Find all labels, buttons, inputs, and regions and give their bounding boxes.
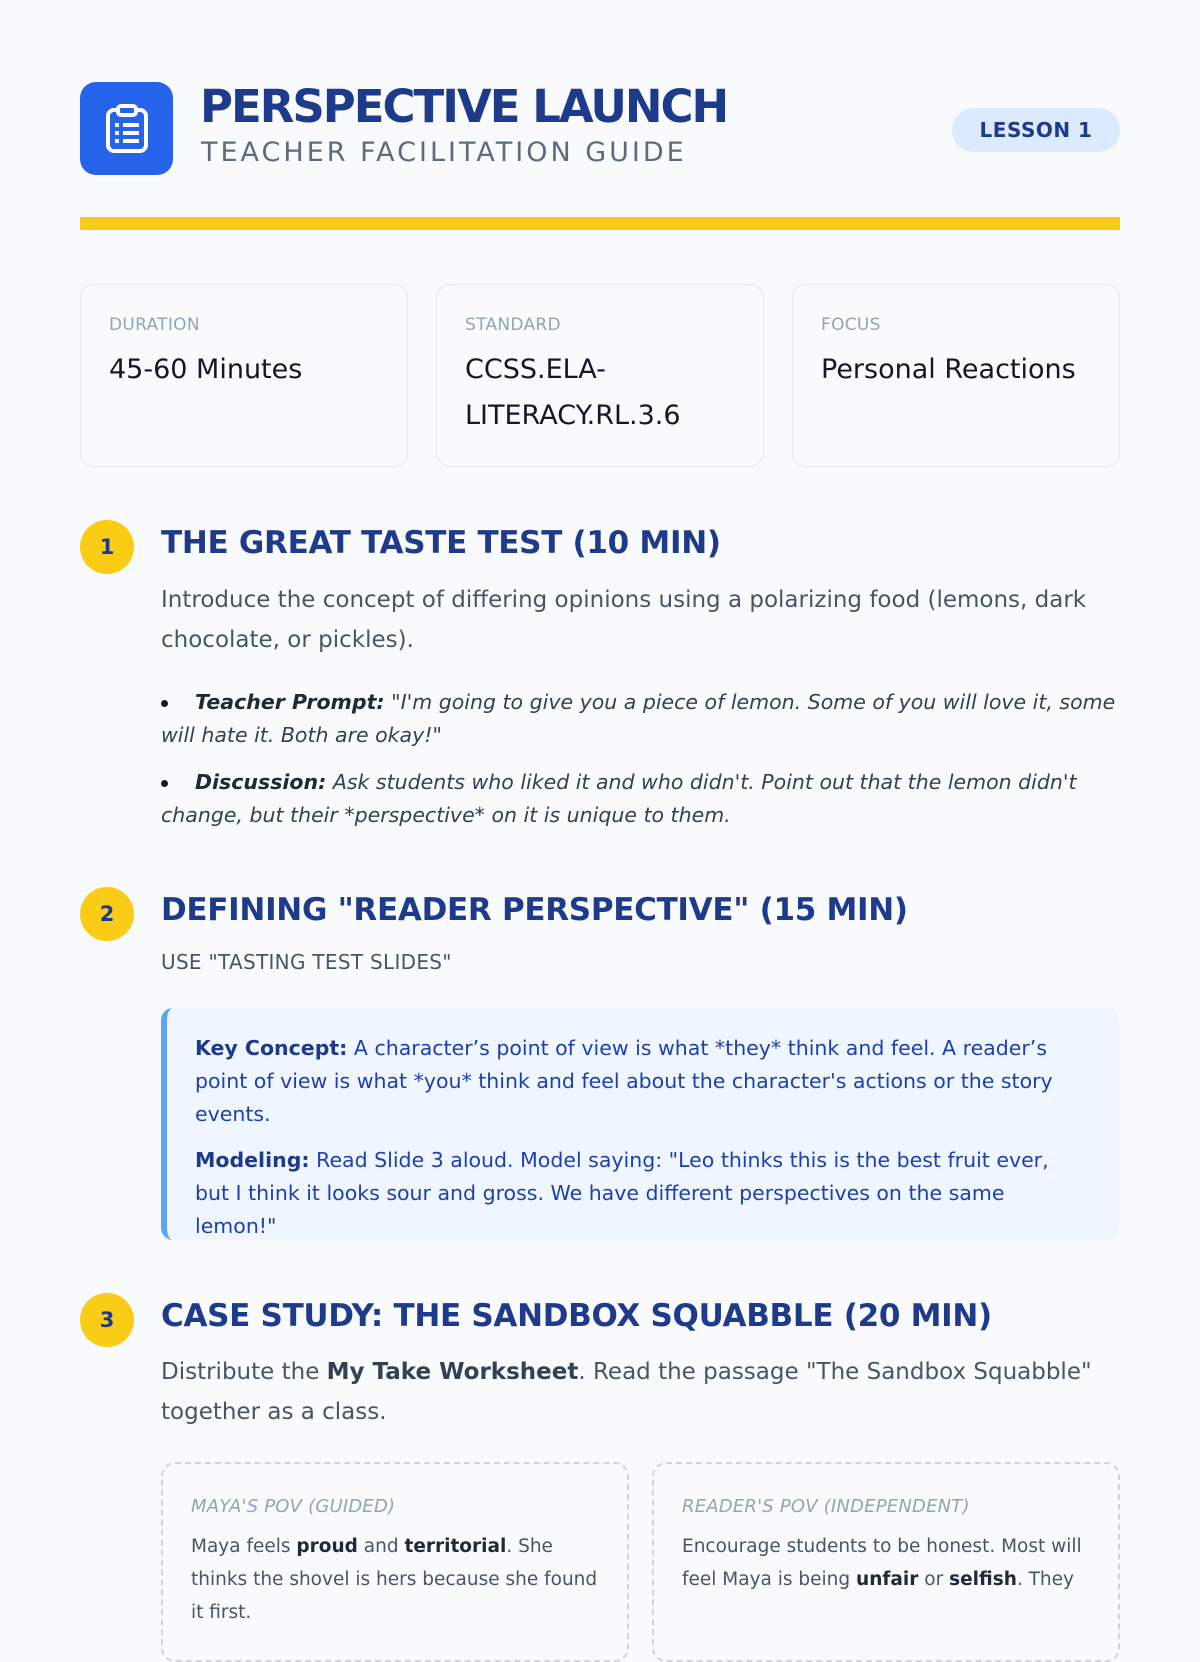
- page-subtitle: TEACHER FACILITATION GUIDE: [201, 137, 687, 168]
- section-2-number: 2: [80, 887, 134, 941]
- bullet-text: Ask students who liked it and who didn't. Point out that the lemon didn't change, but their *perspective* on it is unique to them.: [161, 770, 1077, 827]
- info-cards: [80, 284, 1120, 467]
- pov-text: [191, 1530, 607, 1629]
- key-concept-text: A character’s point of view is what *they* think and feel. A reader’s point of view is what *you* think and feel about the character's actions or the story events.: [195, 1036, 1053, 1126]
- card-label: FOCUS: [821, 315, 881, 335]
- section-1-intro: Introduce the concept of differing opinions using a polarizing food (lemons, dark chocolate, or pickles).: [161, 587, 1087, 653]
- bullet-label: Teacher Prompt:: [195, 690, 385, 714]
- key-concept-label: Key Concept:: [195, 1036, 348, 1060]
- intro-text: . Read the passage "The Sandbox Squabble" together as a class.: [161, 1359, 1092, 1425]
- emphasis: unfair: [856, 1569, 919, 1590]
- text: Encourage students to be honest. Most will feel Maya is being: [682, 1536, 1082, 1590]
- text: or: [918, 1569, 950, 1590]
- modeling-label: Modeling:: [195, 1148, 310, 1172]
- section-1-number: 1: [80, 520, 134, 574]
- list-item: [161, 766, 1119, 832]
- lesson-badge: LESSON 1: [952, 108, 1120, 152]
- header: [80, 82, 1120, 176]
- section-2-caption: USE "TASTING TEST SLIDES": [161, 950, 452, 974]
- section-2-title: DEFINING "READER PERSPECTIVE" (15 MIN): [161, 892, 908, 928]
- modeling: [195, 1144, 1089, 1243]
- focus-card: [792, 284, 1120, 467]
- section-1-title: THE GREAT TASTE TEST (10 MIN): [161, 525, 721, 561]
- emphasis: proud: [296, 1536, 358, 1557]
- emphasis: selfish: [949, 1569, 1017, 1590]
- clipboard-icon: [104, 104, 150, 154]
- card-label: DURATION: [109, 315, 200, 335]
- card-value: Personal Reactions: [821, 354, 1076, 385]
- logo-box: [80, 82, 173, 175]
- text: . They: [1016, 1569, 1074, 1590]
- card-label: STANDARD: [465, 315, 561, 335]
- key-concept: [195, 1032, 1089, 1131]
- pov-label: READER'S POV (INDEPENDENT): [682, 1496, 970, 1517]
- duration-card: [80, 284, 408, 467]
- key-concept-box: [161, 1008, 1119, 1240]
- intro-text: Distribute the: [161, 1359, 327, 1385]
- pov-label: MAYA'S POV (GUIDED): [191, 1496, 396, 1517]
- section-3-number: 3: [80, 1293, 134, 1347]
- header-divider: [80, 217, 1120, 230]
- readers-pov-card: [652, 1462, 1120, 1662]
- worksheet-name: My Take Worksheet: [326, 1359, 579, 1385]
- list-item: [161, 686, 1119, 752]
- text: and: [357, 1536, 405, 1557]
- pov-text: [682, 1530, 1098, 1596]
- modeling-text: Read Slide 3 aloud. Model saying: "Leo thinks this is the best fruit ever, but I think it looks sour and gross. We have different perspectives on the same lemon!": [195, 1148, 1049, 1238]
- card-value: 45-60 Minutes: [109, 354, 303, 385]
- emphasis: territorial: [404, 1536, 507, 1557]
- page-title: PERSPECTIVE LAUNCH: [200, 80, 728, 133]
- mayas-pov-card: [161, 1462, 629, 1662]
- card-value: CCSS.ELA-LITERACY.RL.3.6: [465, 354, 681, 431]
- section-3-title: CASE STUDY: THE SANDBOX SQUABBLE (20 MIN): [161, 1298, 992, 1334]
- standard-card: [436, 284, 764, 467]
- bullet-text: "I'm going to give you a piece of lemon. Some of you will love it, some will hate it. Both are okay!": [161, 690, 1116, 747]
- text: Maya feels: [191, 1536, 297, 1557]
- section-1-bullets: [161, 686, 1119, 846]
- text: . She thinks the shovel is hers because she found it first.: [191, 1536, 598, 1623]
- section-3-intro: [161, 1352, 1119, 1432]
- bullet-label: Discussion:: [195, 770, 327, 794]
